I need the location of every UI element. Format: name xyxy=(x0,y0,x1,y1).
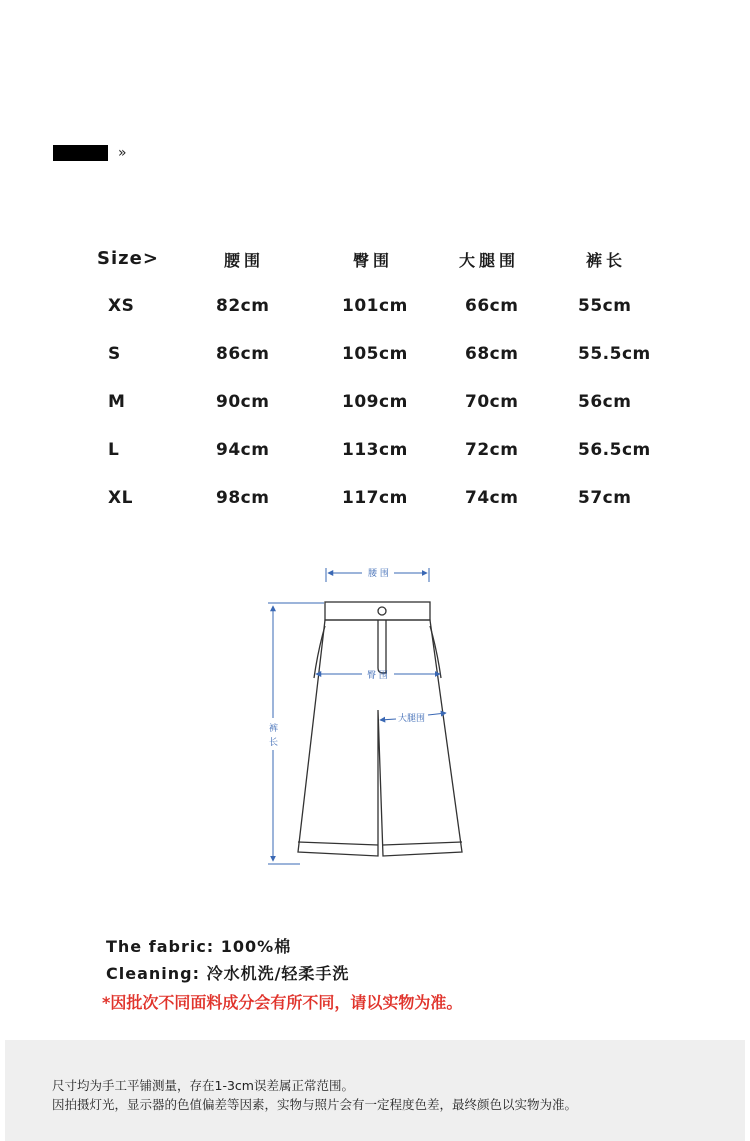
waist-value: 86cm xyxy=(216,344,270,364)
header-hip: 臀围 xyxy=(353,251,394,270)
thigh-value: 66cm xyxy=(465,296,519,316)
fabric-info xyxy=(102,934,463,1013)
waist-value: 82cm xyxy=(216,296,270,316)
length-value: 56cm xyxy=(578,392,632,412)
length-value: 55cm xyxy=(578,296,632,316)
hip-value: 117cm xyxy=(342,488,408,508)
pants-measurement-diagram xyxy=(0,560,750,880)
disclaimer-line-1: 尺寸均为手工平铺测量，存在1-3cm误差属正常范围。 xyxy=(52,1078,354,1093)
hip-value: 109cm xyxy=(342,392,408,412)
pants-sketch xyxy=(0,560,750,880)
thigh-value: 68cm xyxy=(465,344,519,364)
length-dimension-label-1: 裤 xyxy=(269,724,279,734)
length-dimension-label-2: 长 xyxy=(269,738,279,748)
table-row xyxy=(0,430,750,478)
header-waist: 腰围 xyxy=(224,251,265,270)
waist-value: 98cm xyxy=(216,488,270,508)
size-label: L xyxy=(108,440,120,460)
table-row xyxy=(0,478,750,526)
header-size: Size> xyxy=(97,248,159,269)
length-value: 56.5cm xyxy=(578,440,651,460)
disclaimer-line-2: 因拍摄灯光，显示器的色值偏差等因素，实物与照片会有一定程度色差，最终颜色以实物为准。 xyxy=(52,1097,578,1112)
table-row xyxy=(0,382,750,430)
cleaning-instructions: Cleaning: 冷水机洗/轻柔手洗 xyxy=(106,964,350,983)
hip-dimension-label: 臀 围 xyxy=(367,671,388,681)
waist-value: 90cm xyxy=(216,392,270,412)
size-label: S xyxy=(108,344,121,364)
batch-note: *因批次不同面料成分会有所不同，请以实物为准。 xyxy=(102,993,463,1012)
section-header xyxy=(53,145,127,161)
waist-value: 94cm xyxy=(216,440,270,460)
header-thigh: 大腿围 xyxy=(459,251,520,270)
size-label: M xyxy=(108,392,126,412)
header-bar xyxy=(53,145,108,161)
header-length: 裤长 xyxy=(586,251,627,270)
waist-dimension-label: 腰 围 xyxy=(368,569,389,579)
size-label: XL xyxy=(108,488,133,508)
double-chevron-right-icon: » xyxy=(118,145,127,161)
length-value: 57cm xyxy=(578,488,632,508)
table-row xyxy=(0,334,750,382)
length-value: 55.5cm xyxy=(578,344,651,364)
table-header-row xyxy=(0,238,750,286)
size-label: XS xyxy=(108,296,135,316)
thigh-value: 70cm xyxy=(465,392,519,412)
thigh-dimension-label: 大腿围 xyxy=(398,714,426,724)
hip-value: 101cm xyxy=(342,296,408,316)
pants-outline xyxy=(298,602,462,856)
thigh-value: 72cm xyxy=(465,440,519,460)
hip-value: 113cm xyxy=(342,440,408,460)
size-table xyxy=(0,238,750,526)
hip-value: 105cm xyxy=(342,344,408,364)
table-row xyxy=(0,286,750,334)
thigh-value: 74cm xyxy=(465,488,519,508)
measurement-disclaimer xyxy=(5,1040,745,1141)
fabric-composition: The fabric: 100%棉 xyxy=(106,937,292,956)
